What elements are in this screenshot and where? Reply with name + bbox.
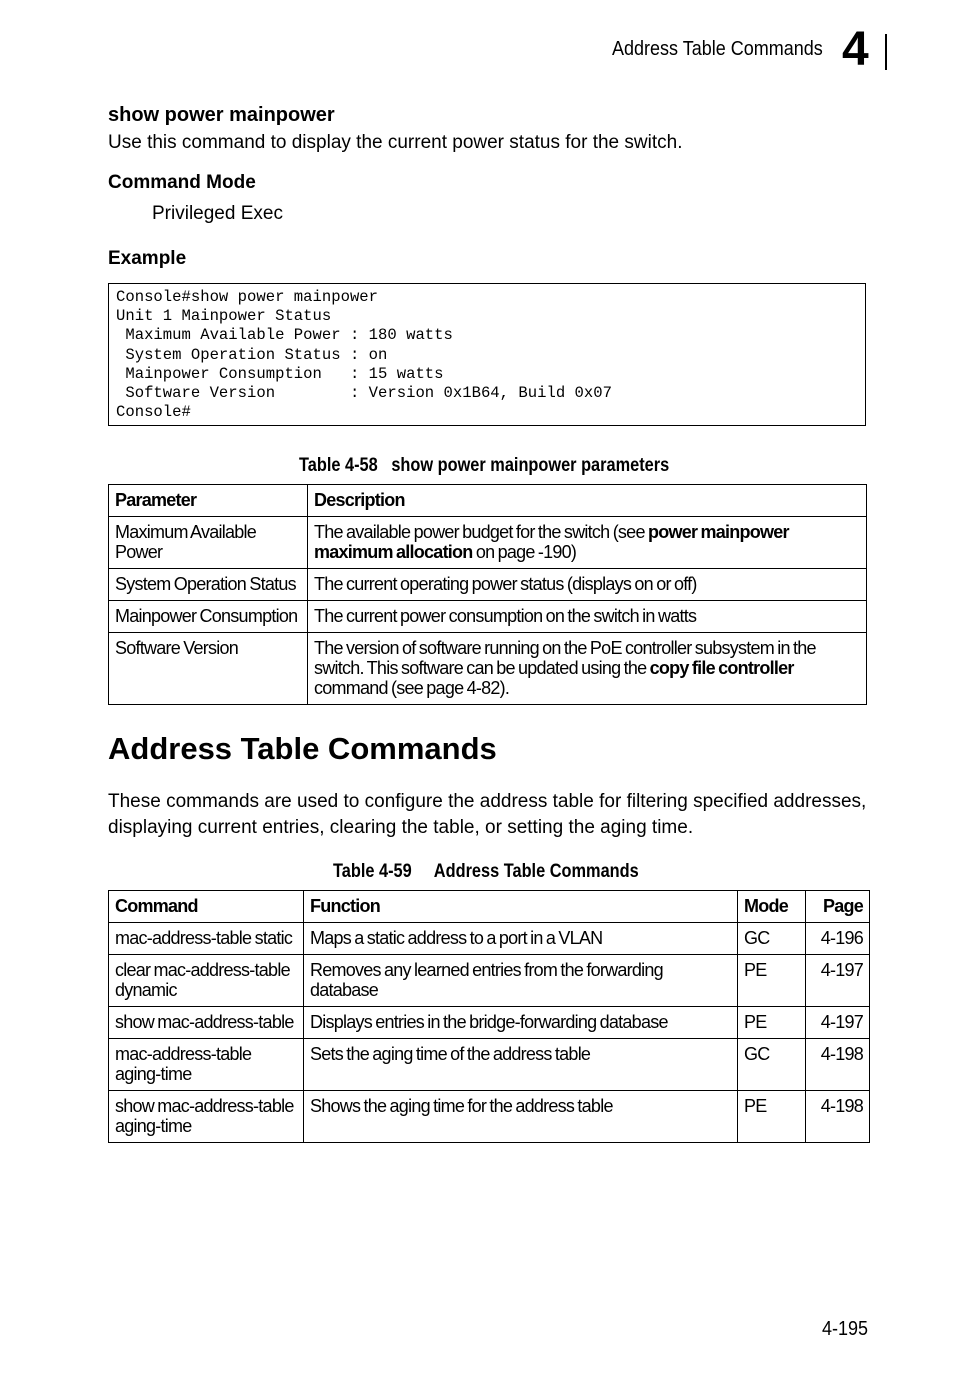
table-row <box>109 569 867 601</box>
section-description: These commands are used to configure the address table for filtering specified addresses, displaying current entries, clearing the table, or setting the aging time. <box>108 791 867 838</box>
section-heading: Address Table Commands <box>108 731 497 766</box>
page-cell: 4-197 <box>806 955 870 1007</box>
table-header-row <box>109 485 867 517</box>
table-row <box>109 955 870 1007</box>
command-cell: clear mac-address-table dynamic <box>109 955 304 1007</box>
command-cell: mac-address-table static <box>109 923 304 955</box>
mode-cell: PE <box>738 1007 806 1039</box>
column-header: Function <box>304 891 738 923</box>
chapter-tab-bar <box>885 34 887 70</box>
command-mode-heading: Command Mode <box>108 172 256 193</box>
example-heading: Example <box>108 248 187 269</box>
page-cell: 4-198 <box>806 1091 870 1143</box>
page-number: 4-195 <box>822 1318 869 1340</box>
command-cell: show mac-address-table aging-time <box>109 1091 304 1143</box>
mode-cell: GC <box>738 1039 806 1091</box>
command-mode-value: Privileged Exec <box>152 203 283 224</box>
table-row <box>109 517 867 569</box>
page-cell: 4-198 <box>806 1039 870 1091</box>
table-row <box>109 923 870 955</box>
command-cell: mac-address-table aging-time <box>109 1039 304 1091</box>
chapter-number: 4 <box>842 23 869 76</box>
table-row <box>109 601 867 633</box>
example-code: Console#show power mainpower Unit 1 Mainpower Status Maximum Available Power : 180 watts System Operation Status : on Mainpower Consumption : 15 watts Software Version : Version 0x1B64, Build 0x07 Console# <box>116 288 612 422</box>
column-header: Command <box>109 891 304 923</box>
command-heading: show power mainpower <box>108 104 335 126</box>
parameter-cell: Maximum Available Power <box>109 517 308 569</box>
column-header: Page <box>806 891 870 923</box>
description-cell: The available power budget for the switch (see power mainpower maximum allocation on page -190) <box>308 517 867 569</box>
column-header: Description <box>308 485 867 517</box>
column-header: Parameter <box>109 485 308 517</box>
example-code-box <box>108 283 866 426</box>
table-row <box>109 1039 870 1091</box>
page-cell: 4-197 <box>806 1007 870 1039</box>
page-cell: 4-196 <box>806 923 870 955</box>
function-cell: Sets the aging time of the address table <box>304 1039 738 1091</box>
command-cell: show mac-address-table <box>109 1007 304 1039</box>
running-header-title: Address Table Commands <box>612 38 823 60</box>
parameters-table <box>108 484 867 705</box>
description-cell: The version of software running on the PoE controller subsystem in the switch. This software can be updated using the copy file controller command (see page 4-82). <box>308 633 867 705</box>
mode-cell: PE <box>738 1091 806 1143</box>
mode-cell: PE <box>738 955 806 1007</box>
table-caption: Table 4-58 show power mainpower parameters <box>299 455 670 476</box>
command-description: Use this command to display the current power status for the switch. <box>108 132 683 153</box>
function-cell: Removes any learned entries from the forwarding database <box>304 955 738 1007</box>
mode-cell: GC <box>738 923 806 955</box>
column-header: Mode <box>738 891 806 923</box>
parameter-cell: Mainpower Consumption <box>109 601 308 633</box>
address-table-commands-table <box>108 890 870 1143</box>
table-row <box>109 633 867 705</box>
table-row <box>109 1007 870 1039</box>
function-cell: Maps a static address to a port in a VLAN <box>304 923 738 955</box>
function-cell: Displays entries in the bridge-forwarding database <box>304 1007 738 1039</box>
parameter-cell: Software Version <box>109 633 308 705</box>
description-cell: The current operating power status (displays on or off) <box>308 569 867 601</box>
table-row <box>109 1091 870 1143</box>
description-cell: The current power consumption on the switch in watts <box>308 601 867 633</box>
parameter-cell: System Operation Status <box>109 569 308 601</box>
function-cell: Shows the aging time for the address table <box>304 1091 738 1143</box>
table-caption: Table 4-59 Address Table Commands <box>333 861 639 882</box>
table-header-row <box>109 891 870 923</box>
